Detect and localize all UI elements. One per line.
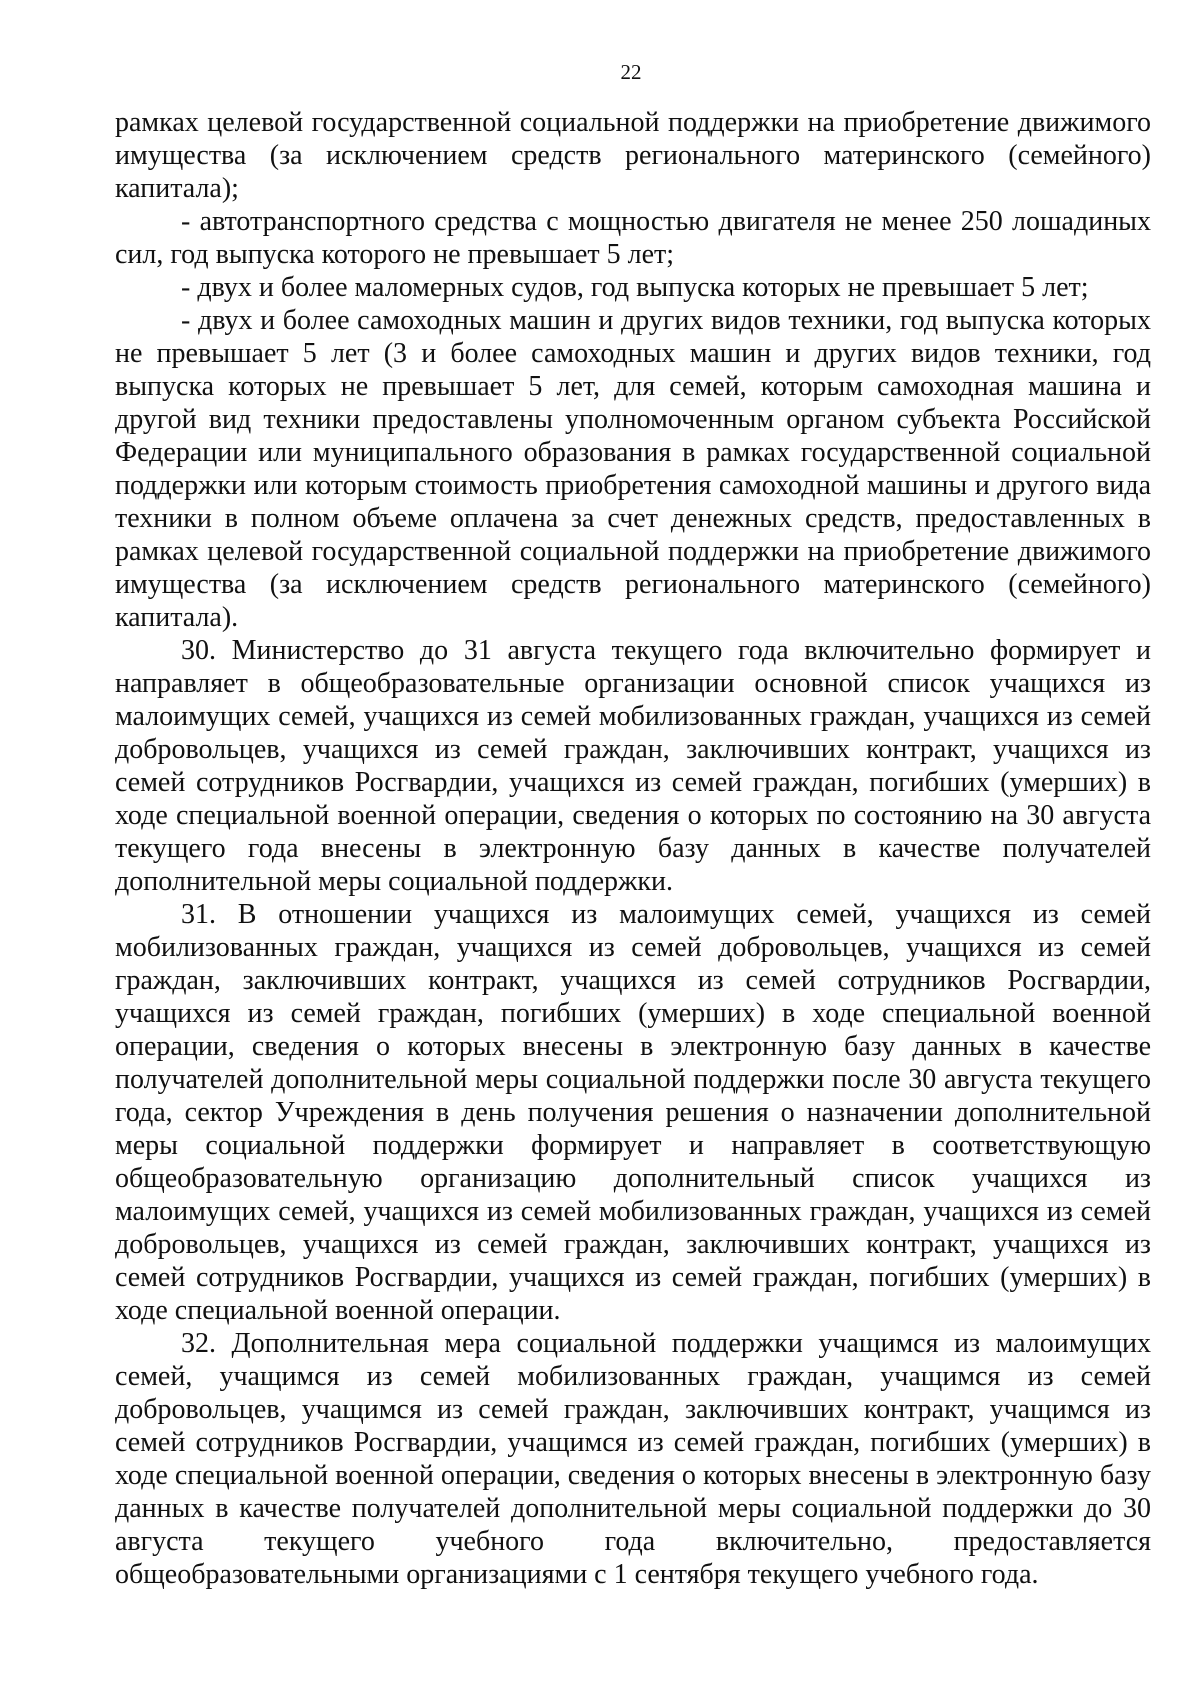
document-body bbox=[115, 106, 1151, 1591]
list-item-vehicle: - автотранспортного средства с мощностью двигателя не менее 250 лошадиных сил, год выпуска которого не превышает 5 лет; bbox=[115, 206, 1151, 270]
clause-32: 32. Дополнительная мера социальной поддержки учащимся из малоимущих семей, учащимся из семей мобилизованных граждан, учащимся из семей добровольцев, учащимся из семей граждан, заключивших контракт, учащимся из семей сотрудников Росгвардии, учащимся из семей граждан, погибших (умерших) в ходе специальной военной операции, сведения о которых внесены в электронную базу данных в качестве получателей дополнительной меры социальной поддержки до 30 августа текущего учебного года включительно, предоставляется общеобразовательными организациями с 1 сентября текущего учебного года. bbox=[115, 1328, 1151, 1590]
page-number: 22 bbox=[620, 60, 642, 84]
paragraph-continuation: рамках целевой государственной социальной поддержки на приобретение движимого имущества (за исключением средств регионального материнского (семейного) капитала); bbox=[115, 107, 1151, 204]
clause-31: 31. В отношении учащихся из малоимущих семей, учащихся из семей мобилизованных граждан, учащихся из семей добровольцев, учащихся из семей граждан, заключивших контракт, учащихся из семей сотрудников Росгвардии, учащихся из семей граждан, погибших (умерших) в ходе специальной военной операции, сведения о которых внесены в электронную базу данных в качестве получателей дополнительной меры социальной поддержки после 30 августа текущего года, сектор Учреждения в день получения решения о назначении дополнительной меры социальной поддержки формирует и направляет в соответствующую общеобразовательную организацию дополнительный список учащихся из малоимущих семей, учащихся из семей мобилизованных граждан, учащихся из семей добровольцев, учащихся из семей граждан, заключивших контракт, учащихся из семей сотрудников Росгвардии, учащихся из семей граждан, погибших (умерших) в ходе специальной военной операции. bbox=[115, 899, 1151, 1326]
list-item-self-propelled-machines: - двух и более самоходных машин и других видов техники, год выпуска которых не превышает 5 лет (3 и более самоходных машин и других видов техники, год выпуска которых не превышает 5 лет, для семей, которым самоходная машина и другой вид техники предоставлены уполномоченным органом субъекта Российской Федерации или муниципального образования в рамках государственной социальной поддержки или которым стоимость приобретения самоходной машины и другого вида техники в полном объеме оплачена за счет денежных средств, предоставленных в рамках целевой государственной социальной поддержки на приобретение движимого имущества (за исключением средств регионального материнского (семейного) капитала). bbox=[115, 305, 1151, 633]
list-item-small-vessels: - двух и более маломерных судов, год выпуска которых не превышает 5 лет; bbox=[181, 272, 1089, 303]
clause-30: 30. Министерство до 31 августа текущего года включительно формирует и направляет в общеобразовательные организации основной список учащихся из малоимущих семей, учащихся из семей мобилизованных граждан, учащихся из семей добровольцев, учащихся из семей граждан, заключивших контракт, учащихся из семей сотрудников Росгвардии, учащихся из семей граждан, погибших (умерших) в ходе специальной военной операции, сведения о которых по состоянию на 30 августа текущего года внесены в электронную базу данных в качестве получателей дополнительной меры социальной поддержки. bbox=[115, 635, 1151, 897]
